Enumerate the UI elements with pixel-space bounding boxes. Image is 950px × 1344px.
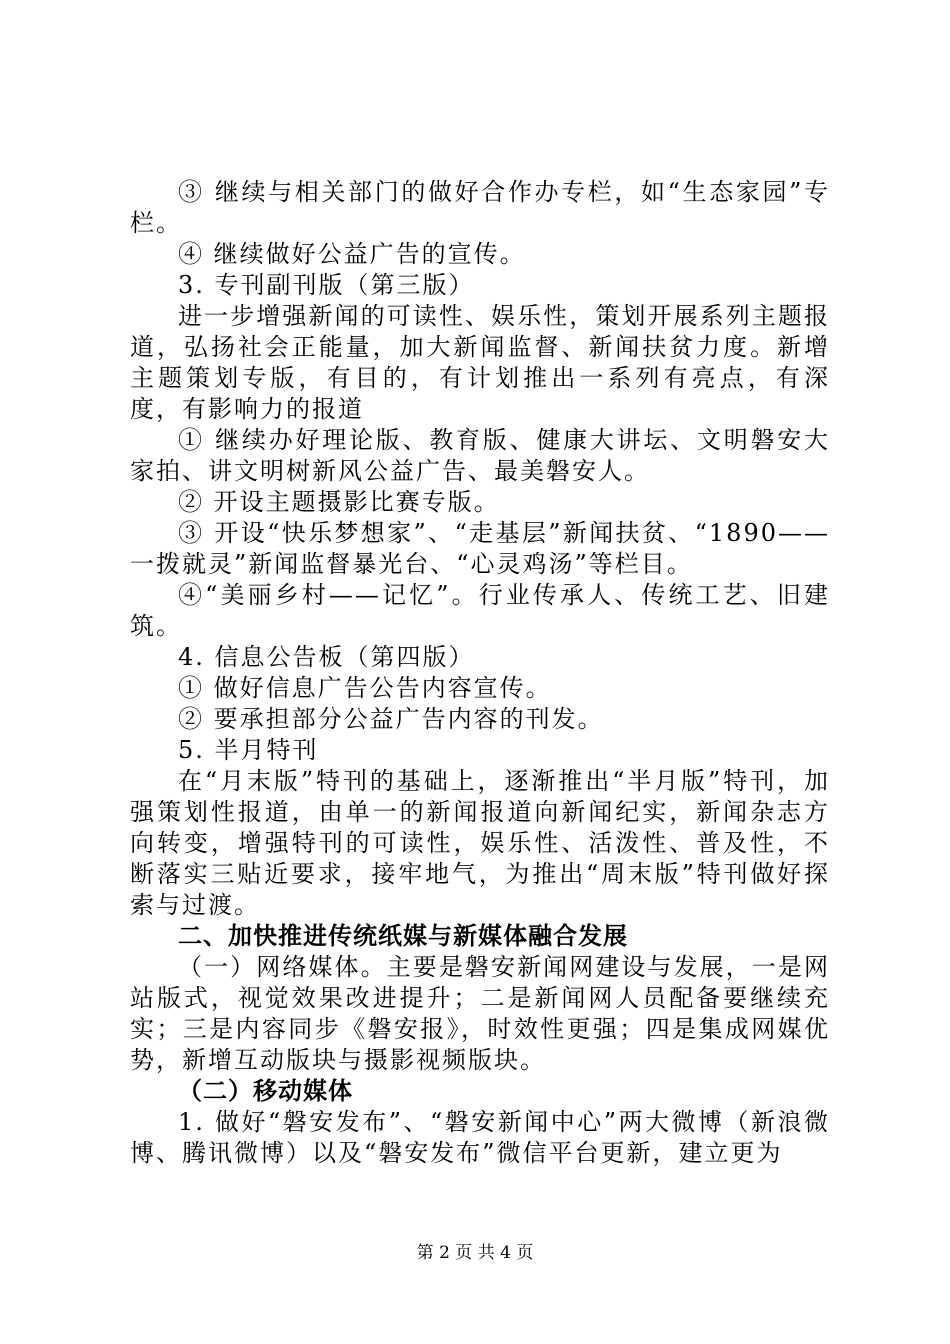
section-heading: 4. 信息公告板（第四版）	[178, 643, 475, 671]
paragraph: 1. 做好“磐安发布”、“磐安新闻中心”两大微博（新浪微博、腾讯微博）以及“磐安发布”微信平台更新，建立更为	[130, 1108, 830, 1167]
paragraph: ① 做好信息广告公告内容宣传。	[178, 674, 552, 702]
chapter-heading: 二、加快推进传统纸媒与新媒体融合发展	[178, 922, 628, 950]
paragraph: ② 开设主题摄影比赛专版。	[178, 488, 500, 516]
paragraph: ② 要承担部分公益广告内容的刊发。	[178, 705, 604, 733]
section-heading: 3. 专刊副刊版（第三版）	[178, 271, 475, 299]
subsection-heading: （二）移动媒体	[178, 1077, 353, 1105]
paragraph: 在“月末版”特刊的基础上，逐渐推出“半月版”特刊，加强策划性报道，由单一的新闻报道向新闻纪实，新闻杂志方向转变，增强特刊的可读性，娱乐性、活泼性、普及性，不断落实三贴近要求，接牢地气，为推出“周末版”特刊做好探索与过渡。	[130, 767, 830, 919]
paragraph: ④ 继续做好公益广告的宣传。	[178, 240, 526, 268]
paragraph: （一）网络媒体。主要是磐安新闻网建设与发展，一是网站版式，视觉效果改进提升；二是新闻网人员配备要继续充实；三是内容同步《磐安报》，时效性更强；四是集成网媒优势，新增互动版块与摄影视频版块。	[130, 953, 830, 1074]
paragraph: ① 继续办好理论版、教育版、健康大讲坛、文明磐安大家拍、讲文明树新风公益广告、最美磐安人。	[130, 426, 830, 485]
document-body	[130, 177, 830, 1169]
paragraph: ④“美丽乡村——记忆”。行业传承人、传统工艺、旧建筑。	[130, 581, 830, 640]
paragraph: 进一步增强新闻的可读性、娱乐性，策划开展系列主题报道，弘扬社会正能量，加大新闻监督、新闻扶贫力度。新增主题策划专版，有目的，有计划推出一系列有亮点，有深度，有影响力的报道	[130, 302, 830, 423]
page-footer: 第 2 页 共 4 页	[416, 1243, 534, 1263]
paragraph: ③ 开设“快乐梦想家”、“走基层”新闻扶贫、“1890——一拨就灵”新闻监督暴光台、“心灵鸡汤”等栏目。	[130, 519, 830, 578]
paragraph: ③ 继续与相关部门的做好合作办专栏，如“生态家园”专栏。	[130, 178, 830, 237]
section-heading: 5. 半月特刊	[178, 736, 319, 764]
